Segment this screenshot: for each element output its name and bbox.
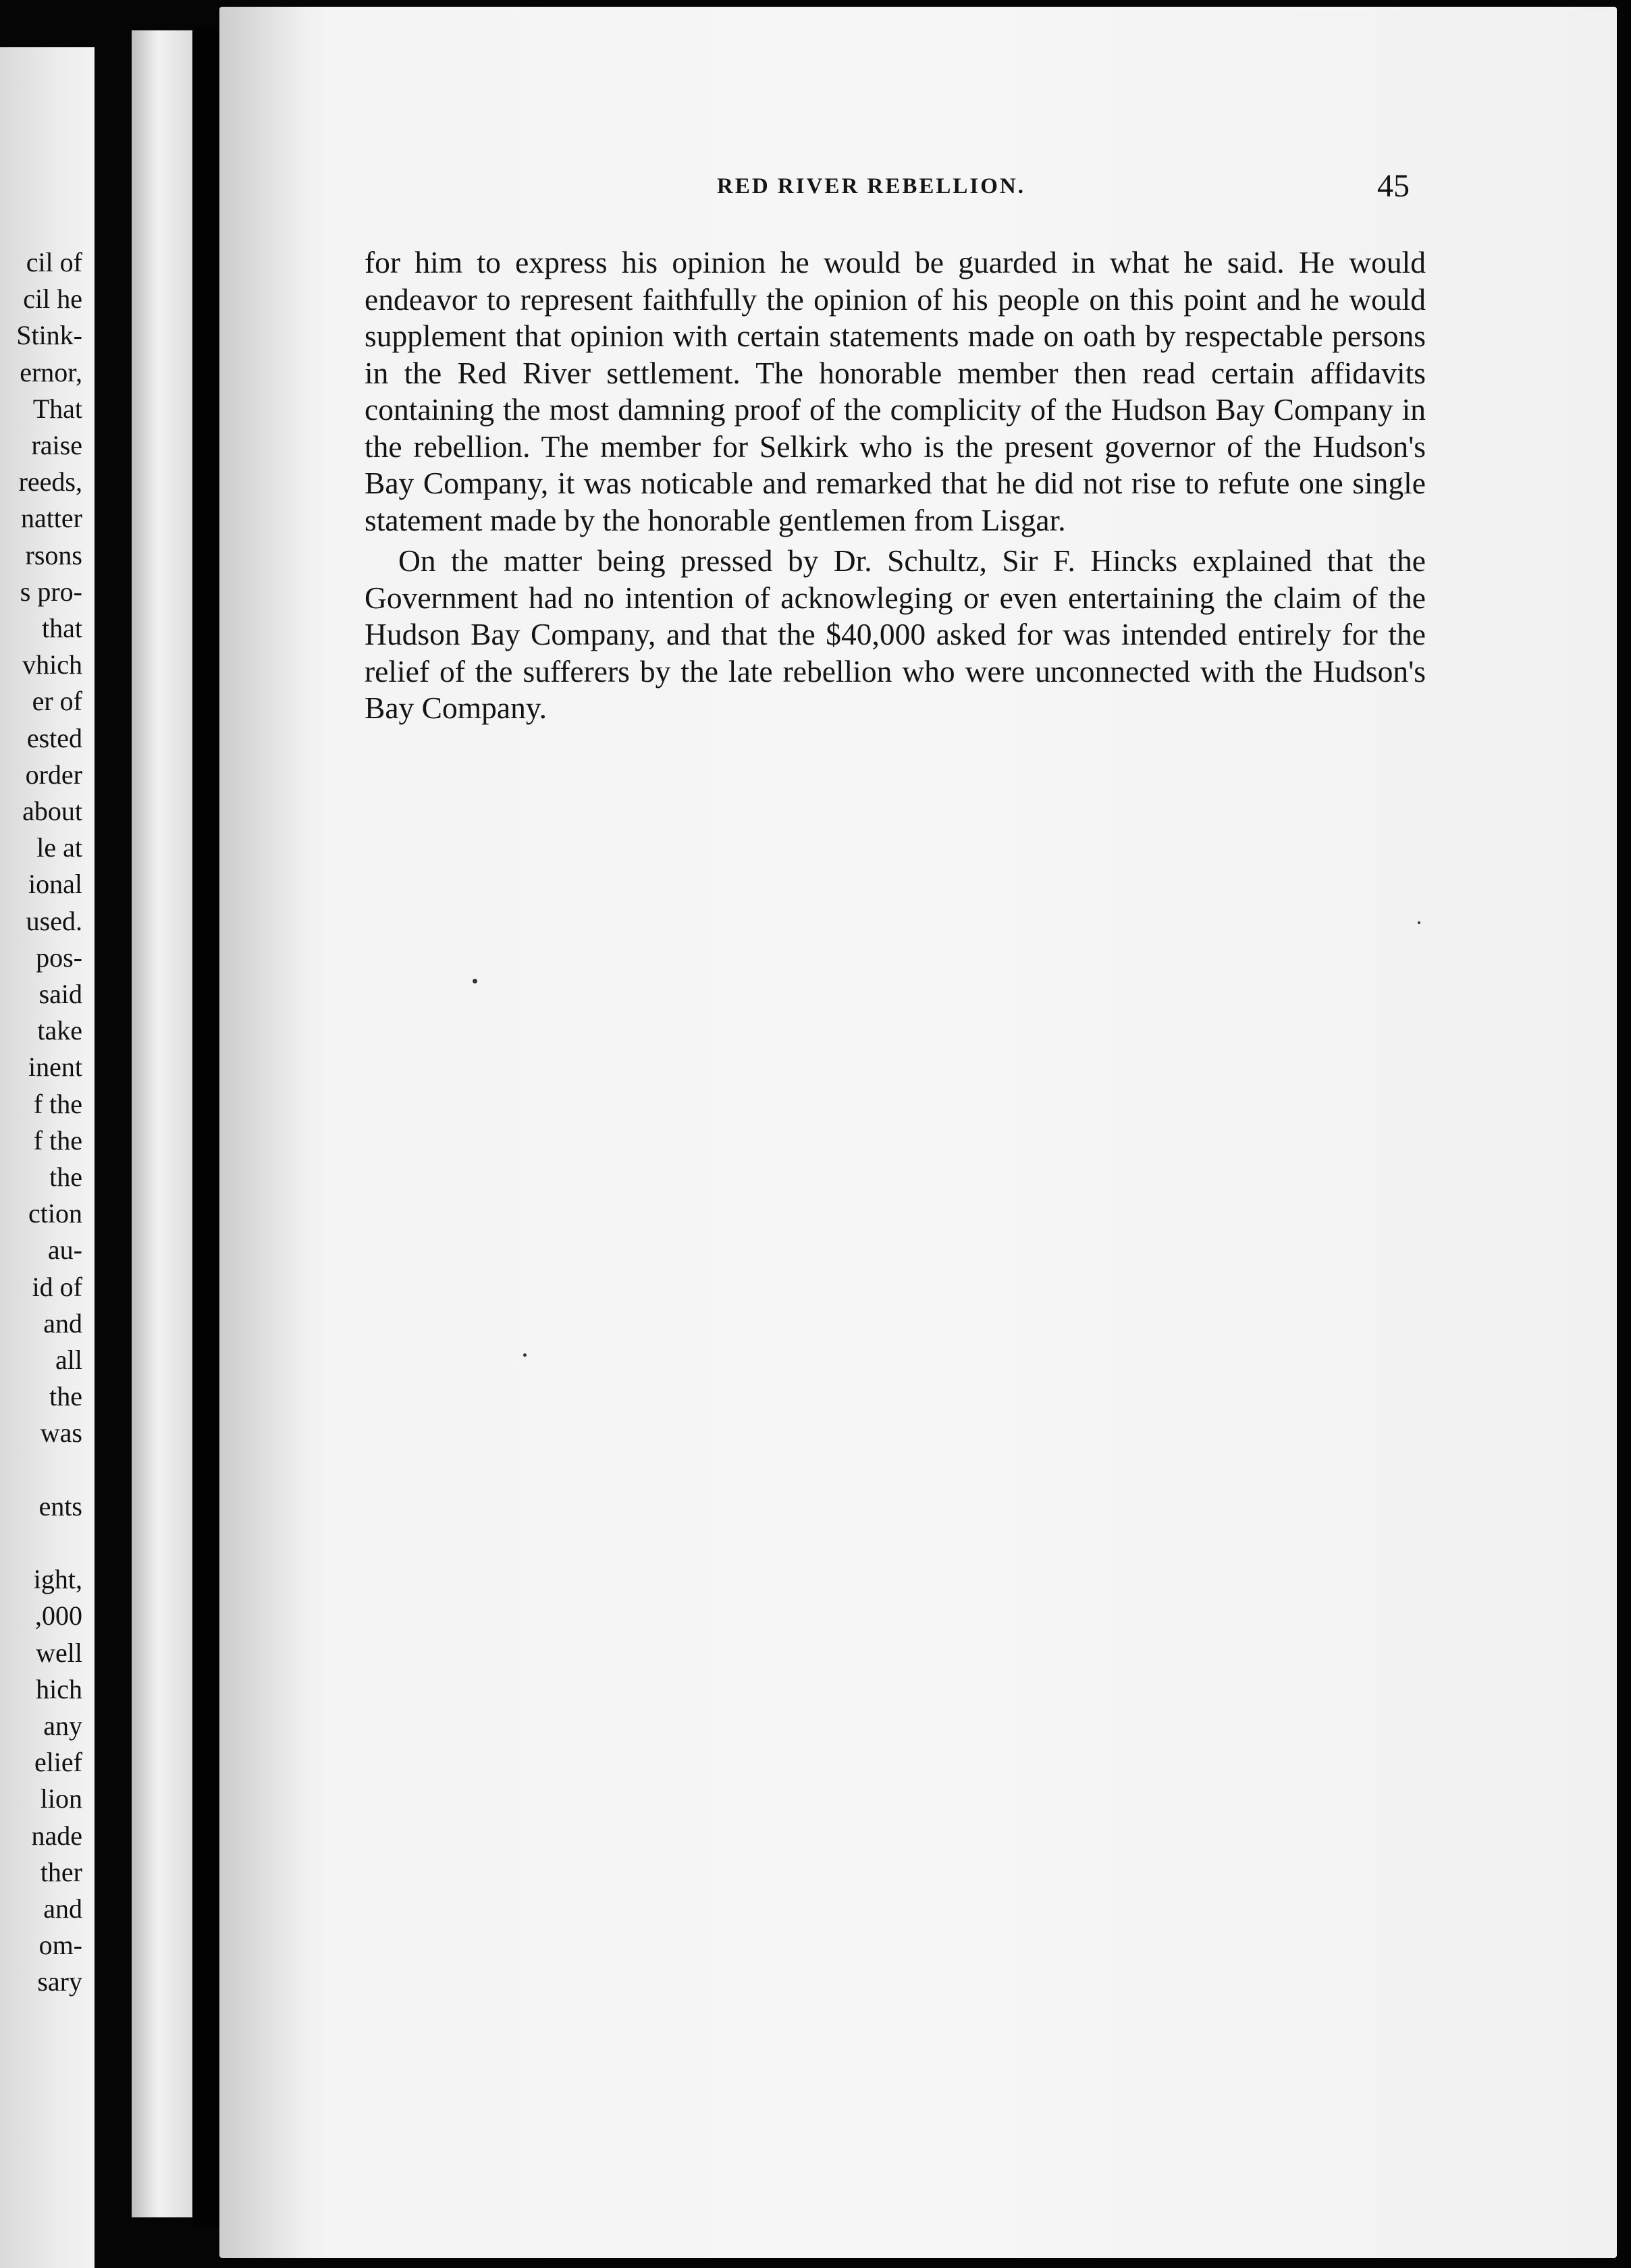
paragraph-2: On the matter being pressed by Dr. Schultz, Sir F. Hincks explained that the Government had no intention of acknowleging or even entertaining the claim of the Hudson Bay Company, and that the $40,000 asked for was intended entirely for the relief of the sufferers by the late rebellion who were unconnected with the Hudson's Bay Company.: [365, 543, 1426, 725]
facing-page-line: au-: [47, 1235, 82, 1266]
paragraph-1: for him to express his opinion he would be guarded in what he said. He would endeavor to represent faithfully the opinion of his people on this point and he would supplement that opinion with certain statements made on oath by respectable persons in the Red River settlement. The honorable member then read certain affidavits containing the most damning proof of the complicity of the Hudson Bay Company in the rebellion. The member for Selkirk who is the present governor of the Hudson's Bay Company, it was noticable and remarked that he did not rise to refute one single statement made by the honorable gentlemen from Lisgar.: [365, 245, 1426, 537]
facing-page-line: and: [43, 1307, 82, 1339]
binding-gutter: [192, 27, 219, 2228]
facing-page-line: ernor,: [20, 356, 82, 387]
facing-page-line: pos-: [36, 942, 82, 973]
facing-page-line: order: [25, 759, 82, 790]
facing-page-line: ional: [28, 869, 82, 900]
facing-page-line: er of: [32, 686, 82, 717]
body-text: [365, 244, 1426, 727]
facing-page-line: id of: [32, 1271, 82, 1302]
facing-page-line: sary: [37, 1966, 82, 1997]
facing-page-line: the: [49, 1162, 82, 1192]
facing-page-line: rsons: [25, 539, 82, 570]
facing-page-line: cil he: [23, 284, 82, 315]
facing-page-line: all: [55, 1345, 82, 1375]
facing-page-line: inent: [28, 1052, 82, 1083]
facing-page-line: That: [32, 393, 82, 424]
binding-edge: [132, 30, 199, 2217]
facing-page-line: ther: [40, 1856, 82, 1887]
facing-page-line: le at: [36, 832, 82, 863]
facing-page-line: s pro-: [20, 576, 82, 607]
facing-page-line: that: [42, 613, 82, 643]
facing-page-line: om-: [38, 1930, 82, 1961]
facing-page-line: about: [22, 796, 82, 826]
page-number: 45: [1377, 168, 1410, 204]
facing-page-line: f the: [33, 1125, 82, 1156]
facing-page-line: lion: [40, 1783, 82, 1814]
facing-page-line: ested: [26, 722, 82, 753]
facing-page-line: well: [36, 1637, 82, 1668]
facing-page-line: ction: [28, 1198, 82, 1229]
facing-page-line: said: [38, 979, 82, 1009]
facing-page-line: any: [43, 1710, 82, 1741]
facing-page-line: used.: [26, 905, 82, 936]
facing-page-line: natter: [20, 503, 82, 534]
facing-page-line: vhich: [22, 649, 82, 680]
facing-page-line: raise: [31, 430, 82, 460]
facing-page-line: take: [37, 1015, 82, 1046]
facing-page-line: nade: [31, 1820, 82, 1851]
facing-page-line: cil of: [26, 247, 82, 277]
facing-page-line: ,000: [35, 1600, 82, 1631]
facing-page-line: f the: [33, 1088, 82, 1119]
facing-page-line: ents: [38, 1490, 82, 1521]
facing-page-line: was: [40, 1418, 82, 1449]
facing-page-line: ight,: [33, 1564, 82, 1595]
facing-page-line: Stink-: [16, 320, 82, 351]
facing-page-line: and: [43, 1893, 82, 1924]
running-head: RED RIVER REBELLION.: [717, 174, 1025, 198]
speck: [1418, 921, 1420, 924]
facing-page: [0, 47, 95, 2268]
facing-page-line: hich: [36, 1673, 82, 1704]
speck: [473, 979, 477, 983]
facing-page-line: reeds,: [18, 466, 82, 497]
speck: [523, 1353, 527, 1357]
facing-page-line: the: [49, 1381, 82, 1412]
facing-page-line: elief: [34, 1747, 82, 1778]
